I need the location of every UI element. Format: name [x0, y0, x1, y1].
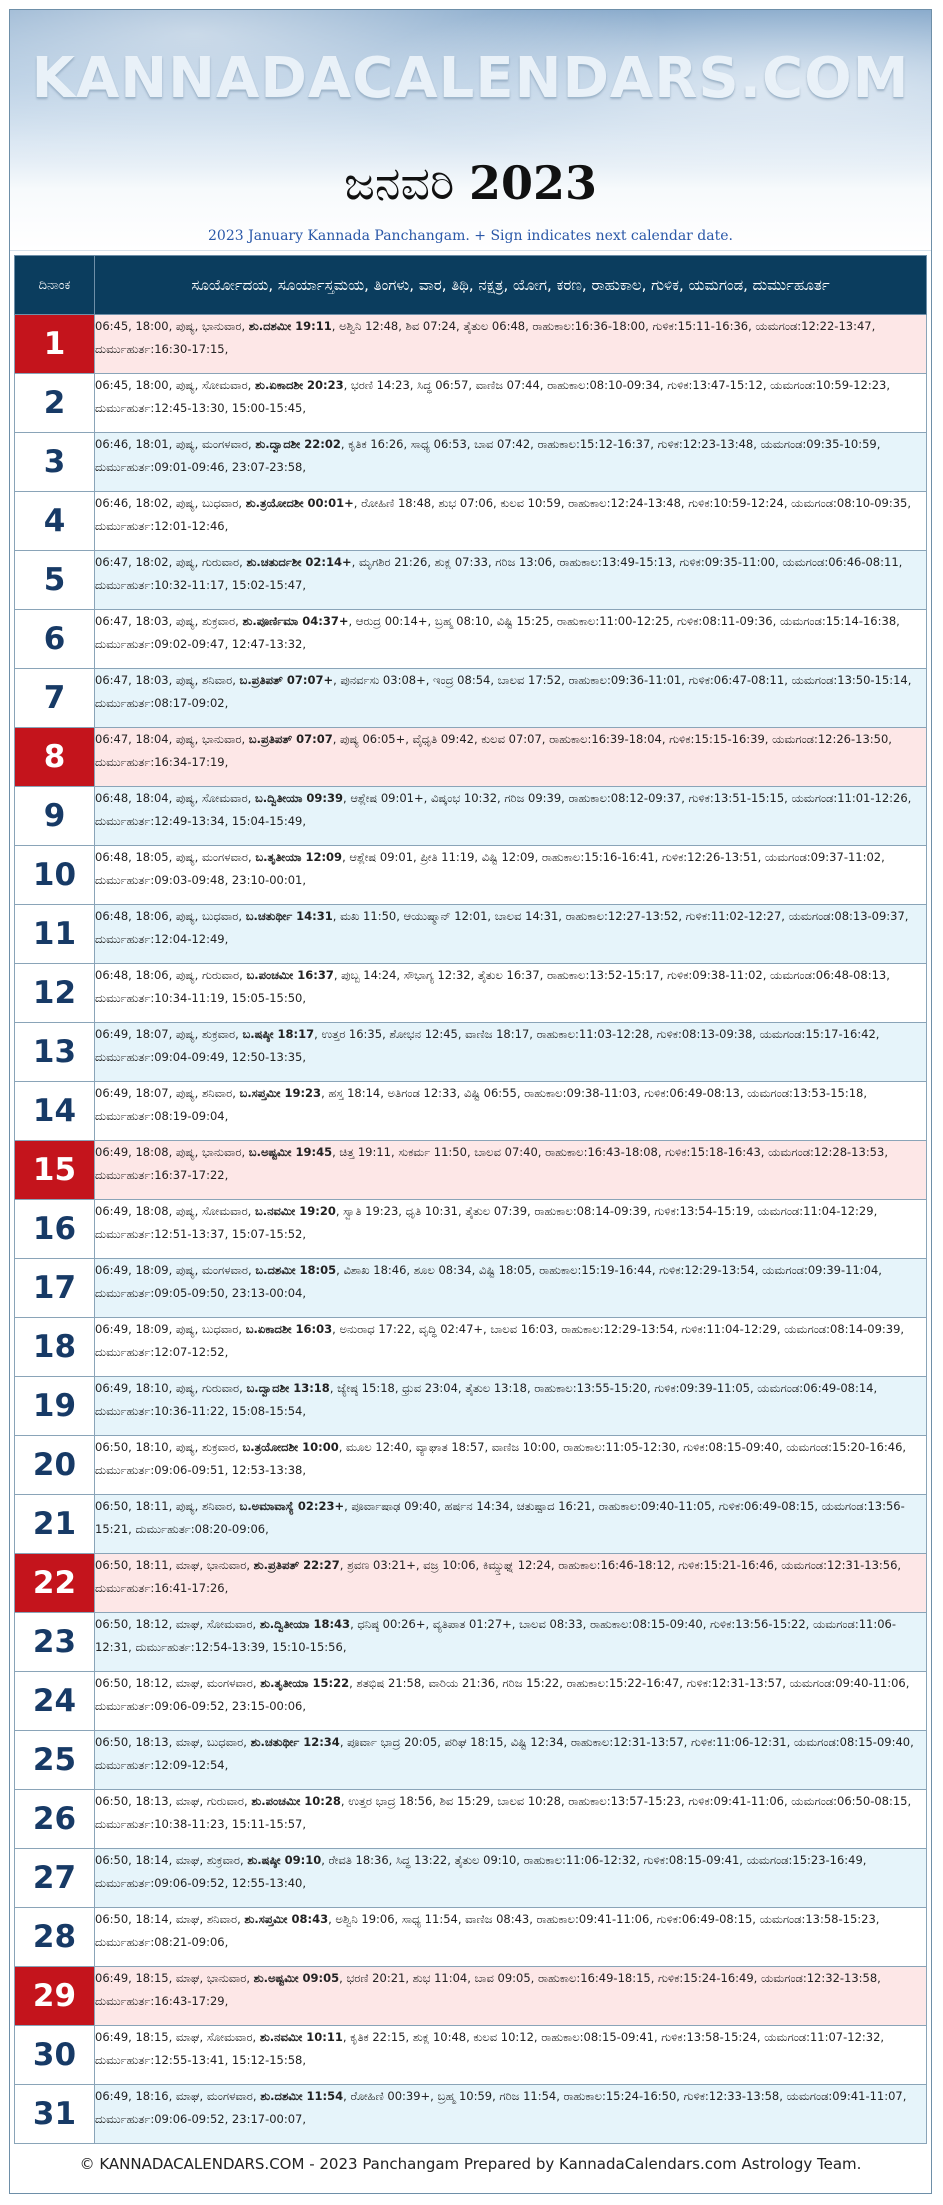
panchangam-details-cell — [95, 315, 927, 374]
panchangam-details-cell — [95, 2085, 927, 2144]
details-prefix: 06:50, 18:11, ಪುಷ್ಯ, ಶನಿವಾರ, — [95, 1499, 240, 1513]
month-name: ಜನವರಿ — [344, 156, 455, 210]
details-prefix: 06:48, 18:06, ಪುಷ್ಯ, ಗುರುವಾರ, — [95, 968, 247, 982]
tithi-text: ಬ.ನವಮೀ 19:20 — [254, 1204, 336, 1218]
panchangam-details-cell — [95, 1967, 927, 2026]
date-cell: 8 — [15, 728, 95, 787]
details-prefix: 06:45, 18:00, ಪುಷ್ಯ, ಭಾನುವಾರ, — [95, 319, 249, 333]
tithi-text: ಶು.ದಶಮೀ 11:54 — [260, 2089, 344, 2103]
tithi-text: ಶು.ಅಷ್ಟಮೀ 09:05 — [253, 1971, 340, 1985]
table-row — [15, 1790, 927, 1849]
details-suffix: , ರೋಹಿಣಿ 18:48, ಶುಭ 07:06, ಕುಲವ 10:59, ರಾಹುಕಾಲ:12:24-13:48, ಗುಳಿಕ:10:59-12:24, ಯಮಗಂಡ:08:10-09:35, ದುರ್ಮುಹುರ್ತ:12:01-12:46, — [95, 496, 911, 533]
tithi-text: ಶು.ಏಕಾದಶೀ 20:23 — [254, 378, 344, 392]
tithi-text: ಶು.ಪಂಚಮೀ 10:28 — [251, 1794, 341, 1808]
details-prefix: 06:50, 18:13, ಮಾಘ, ಗುರುವಾರ, — [95, 1794, 252, 1808]
details-suffix: , ಭರಣಿ 14:23, ಸಿದ್ಧ 06:57, ವಾಣಿಜ 07:44, ರಾಹುಕಾಲ:08:10-09:34, ಗುಳಿಕ:13:47-15:12, ಯಮಗಂಡ:10:59-12:23, ದುರ್ಮುಹುರ್ತ:12:45-13:30, 15:00-15:45, — [95, 378, 890, 415]
table-row — [15, 1436, 927, 1495]
date-cell: 11 — [15, 905, 95, 964]
date-cell: 5 — [15, 551, 95, 610]
table-row — [15, 728, 927, 787]
table-row — [15, 669, 927, 728]
date-cell: 2 — [15, 374, 95, 433]
panchangam-details-cell — [95, 1259, 927, 1318]
table-row — [15, 1318, 927, 1377]
tithi-text: ಶು.ಪ್ರತಿಪತ್ 22:27 — [253, 1558, 340, 1572]
details-prefix: 06:49, 18:08, ಪುಷ್ಯ, ಭಾನುವಾರ, — [95, 1145, 249, 1159]
panchangam-details-cell — [95, 728, 927, 787]
date-cell: 7 — [15, 669, 95, 728]
site-logo[interactable]: KANNADACALENDARS.COM — [31, 46, 910, 111]
details-suffix: , ಆರುದ್ರ 00:14+, ಬ್ರಹ್ಮ 08:10, ವಿಷ್ಟಿ 15:25, ರಾಹುಕಾಲ:11:00-12:25, ಗುಳಿಕ:08:11-09:36, ಯಮಗಂಡ:15:14-16:38, ದುರ್ಮುಹುರ್ತ:09:02-09:47, 12:47-13:32, — [95, 614, 900, 651]
date-cell: 21 — [15, 1495, 95, 1554]
panchangam-details-cell — [95, 1908, 927, 1967]
details-prefix: 06:48, 18:05, ಪುಷ್ಯ, ಮಂಗಳವಾರ, — [95, 850, 256, 864]
tithi-text: ಶು.ತೃತೀಯಾ 15:22 — [260, 1676, 350, 1690]
tithi-text: ಬ.ತೃತೀಯಾ 12:09 — [255, 850, 343, 864]
panchangam-details-cell — [95, 1141, 927, 1200]
details-suffix: , ಉತ್ತರ 16:35, ಶೋಭನ 12:45, ವಾಣಿಜ 18:17, ರಾಹುಕಾಲ:11:03-12:28, ಗುಳಿಕ:08:13-09:38, ಯಮಗಂಡ:15:17-16:42, ದುರ್ಮುಹುರ್ತ:09:04-09:49, 12:50-13:35, — [95, 1027, 880, 1064]
table-row — [15, 1967, 927, 2026]
table-row — [15, 1023, 927, 1082]
table-row — [15, 1554, 927, 1613]
panchangam-details-cell — [95, 1790, 927, 1849]
tithi-text: ಶು.ದಶಮೀ 19:11 — [248, 319, 332, 333]
tithi-text: ಶು.ಸಪ್ತಮೀ 08:43 — [244, 1912, 329, 1926]
tithi-text: ಶು.ಚತುರ್ಥೀ 12:34 — [250, 1735, 340, 1749]
details-suffix: , ವಿಶಾಖ 18:46, ಶೂಲ 08:34, ವಿಷ್ಟಿ 18:05, ರಾಹುಕಾಲ:15:19-16:44, ಗುಳಿಕ:12:29-13:54, ಯಮಗಂಡ:09:39-11:04, ದುರ್ಮುಹುರ್ತ:09:05-09:50, 23:13-00:04, — [95, 1263, 882, 1300]
details-suffix: , ಪೂರ್ವಾ ಭಾದ್ರ 20:05, ಪರಿಘ 18:15, ವಿಷ್ಟಿ 12:34, ರಾಹುಕಾಲ:12:31-13:57, ಗುಳಿಕ:11:06-12:31, ಯಮಗಂಡ:08:15-09:40, ದುರ್ಮುಹುರ್ತ:12:09-12:54, — [95, 1735, 914, 1772]
details-suffix: , ಅಶ್ವಿನಿ 12:48, ಶಿವ 07:24, ತೈತುಲ 06:48, ರಾಹುಕಾಲ:16:36-18:00, ಗುಳಿಕ:15:11-16:36, ಯಮಗಂಡ:12:22-13:47, ದುರ್ಮುಹುರ್ತ:16:30-17:15, — [95, 319, 876, 356]
tithi-text: ಬ.ದಶಮೀ 18:05 — [255, 1263, 337, 1277]
table-row — [15, 492, 927, 551]
date-cell: 15 — [15, 1141, 95, 1200]
table-row — [15, 2085, 927, 2144]
panchangam-details-cell — [95, 905, 927, 964]
date-cell: 10 — [15, 846, 95, 905]
panchangam-details-cell — [95, 1377, 927, 1436]
tithi-text: ಶು.ತ್ರಯೋದಶೀ 00:01+ — [245, 496, 354, 510]
table-row — [15, 1613, 927, 1672]
details-prefix: 06:47, 18:04, ಪುಷ್ಯ, ಭಾನುವಾರ, — [95, 732, 249, 746]
panchangam-details-cell — [95, 846, 927, 905]
panchangam-details-cell — [95, 1672, 927, 1731]
banner — [10, 10, 931, 251]
details-prefix: 06:50, 18:14, ಮಾಘ, ಶನಿವಾರ, — [95, 1912, 245, 1926]
details-suffix: , ಭರಣಿ 20:21, ಶುಭ 11:04, ಬಾವ 09:05, ರಾಹುಕಾಲ:16:49-18:15, ಗುಳಿಕ:15:24-16:49, ಯಮಗಂಡ:12:32-13:58, ದುರ್ಮುಹುರ್ತ:16:43-17:29, — [95, 1971, 881, 2008]
details-prefix: 06:49, 18:07, ಪುಷ್ಯ, ಶುಕ್ರವಾರ, — [95, 1027, 243, 1041]
table-row — [15, 1377, 927, 1436]
date-cell: 24 — [15, 1672, 95, 1731]
details-prefix: 06:47, 18:03, ಪುಷ್ಯ, ಶುಕ್ರವಾರ, — [95, 614, 243, 628]
table-row — [15, 964, 927, 1023]
date-cell: 23 — [15, 1613, 95, 1672]
table-row — [15, 433, 927, 492]
date-cell: 19 — [15, 1377, 95, 1436]
tithi-text: ಬ.ಪಂಚಮೀ 16:37 — [246, 968, 334, 982]
date-cell: 3 — [15, 433, 95, 492]
table-row — [15, 1495, 927, 1554]
table-row — [15, 1731, 927, 1790]
date-cell: 26 — [15, 1790, 95, 1849]
details-suffix: , ಶ್ರವಣ 03:21+, ವಜ್ರ 10:06, ಕಿಮ್ಸ್ತುಘ್ನ 12:24, ರಾಹುಕಾಲ:16:46-18:12, ಗುಳಿಕ:15:21-16:46, ಯಮಗಂಡ:12:31-13:56, ದುರ್ಮುಹುರ್ತ:16:41-17:26, — [95, 1558, 902, 1595]
table-body — [15, 315, 927, 2144]
tithi-text: ಶು.ದ್ವಿತೀಯಾ 18:43 — [259, 1617, 351, 1631]
date-cell: 27 — [15, 1849, 95, 1908]
table-row — [15, 610, 927, 669]
panchangam-details-cell — [95, 1082, 927, 1141]
table-row — [15, 1200, 927, 1259]
details-suffix: , ರೋಹಿಣಿ 00:39+, ಬ್ರಹ್ಮ 10:59, ಗರಿಜ 11:54, ರಾಹುಕಾಲ:15:24-16:50, ಗುಳಿಕ:12:33-13:58, ಯಮಗಂಡ:09:41-11:07, ದುರ್ಮುಹುರ್ತ:09:06-09:52, 23:17-00:07, — [95, 2089, 907, 2126]
details-suffix: , ಆಶ್ಲೇಷ 09:01+, ವಿಷ್ಕಂಭ 10:32, ಗರಿಜ 09:39, ರಾಹುಕಾಲ:08:12-09:37, ಗುಳಿಕ:13:51-15:15, ಯಮಗಂಡ:11:01-12:26, ದುರ್ಮುಹುರ್ತ:12:49-13:34, 15:04-15:49, — [95, 791, 912, 828]
date-cell: 9 — [15, 787, 95, 846]
details-prefix: 06:48, 18:06, ಪುಷ್ಯ, ಬುಧವಾರ, — [95, 909, 246, 923]
details-suffix: , ಸ್ವಾತಿ 19:23, ಧೃತಿ 10:31, ತೈತುಲ 07:39, ರಾಹುಕಾಲ:08:14-09:39, ಗುಳಿಕ:13:54-15:19, ಯಮಗಂಡ:11:04-12:29, ದುರ್ಮುಹುರ್ತ:12:51-13:37, 15:07-15:52, — [95, 1204, 878, 1241]
panchangam-details-cell — [95, 1436, 927, 1495]
date-column-header: ದಿನಾಂಕ — [15, 256, 95, 315]
details-prefix: 06:50, 18:12, ಮಾಘ, ಸೋಮವಾರ, — [95, 1617, 260, 1631]
panchangam-details-cell — [95, 610, 927, 669]
table-row — [15, 1082, 927, 1141]
details-suffix: , ಧನಿಷ್ಠ 00:26+, ವ್ಯತಿಪಾತ 01:27+, ಬಾಲವ 08:33, ರಾಹುಕಾಲ:08:15-09:40, ಗುಳಿಕ:13:56-15:22, ಯಮಗಂಡ:11:06-12:31, ದುರ್ಮುಹುರ್ತ:12:54-13:39, 15:10-15:56, — [95, 1617, 897, 1654]
details-prefix: 06:46, 18:02, ಪುಷ್ಯ, ಬುಧವಾರ, — [95, 496, 246, 510]
year: 2023 — [468, 156, 597, 210]
date-cell: 30 — [15, 2026, 95, 2085]
details-prefix: 06:50, 18:12, ಮಾಘ, ಮಂಗಳವಾರ, — [95, 1676, 261, 1690]
tithi-text: ಶು.ನವಮೀ 10:11 — [259, 2030, 343, 2044]
panchangam-details-cell — [95, 433, 927, 492]
tithi-text: ಶು.ಷಷ್ಠೀ 09:10 — [247, 1853, 322, 1867]
tithi-text: ಬ.ಅಷ್ಟಮೀ 19:45 — [248, 1145, 333, 1159]
date-cell: 17 — [15, 1259, 95, 1318]
tithi-text: ಬ.ಷಷ್ಠೀ 18:17 — [242, 1027, 315, 1041]
details-suffix: , ಪುಷ್ಯ 06:05+, ವೈಧೃತಿ 09:42, ಕುಲವ 07:07, ರಾಹುಕಾಲ:16:39-18:04, ಗುಳಿಕ:15:15-16:39, ಯಮಗಂಡ:12:26-13:50, ದುರ್ಮುಹುರ್ತ:16:34-17:19, — [95, 732, 892, 769]
panchangam-details-cell — [95, 374, 927, 433]
details-prefix: 06:50, 18:14, ಮಾಘ, ಶುಕ್ರವಾರ, — [95, 1853, 248, 1867]
table-row — [15, 905, 927, 964]
table-row — [15, 1259, 927, 1318]
table-row — [15, 787, 927, 846]
details-suffix: , ಮೃಗಶಿರ 21:26, ಶುಕ್ಲ 07:33, ಗರಿಜ 13:06, ರಾಹುಕಾಲ:13:49-15:13, ಗುಳಿಕ:09:35-11:00, ಯಮಗಂಡ:06:46-08:11, ದುರ್ಮುಹುರ್ತ:10:32-11:17, 15:02-15:47, — [95, 555, 903, 592]
details-suffix: , ಜ್ಯೇಷ್ಠ 15:18, ಧ್ರುವ 23:04, ತೈತುಲ 13:18, ರಾಹುಕಾಲ:13:55-15:20, ಗುಳಿಕ:09:39-11:05, ಯಮಗಂಡ:06:49-08:14, ದುರ್ಮುಹುರ್ತ:10:36-11:22, 15:08-15:54, — [95, 1381, 878, 1418]
date-cell: 25 — [15, 1731, 95, 1790]
panchangam-details-cell — [95, 1554, 927, 1613]
details-suffix: , ಮಖ 11:50, ಆಯುಷ್ಮಾನ್ 12:01, ಬಾಲವ 14:31, ರಾಹುಕಾಲ:12:27-13:52, ಗುಳಿಕ:11:02-12:27, ಯಮಗಂಡ:08:13-09:37, ದುರ್ಮುಹುರ್ತ:12:04-12:49, — [95, 909, 909, 946]
panchangam-details-cell — [95, 492, 927, 551]
panchangam-details-cell — [95, 2026, 927, 2085]
details-suffix: , ಕೃತಿಕ 22:15, ಶುಕ್ಲ 10:48, ಕುಲವ 10:12, ರಾಹುಕಾಲ:08:15-09:41, ಗುಳಿಕ:13:58-15:24, ಯಮಗಂಡ:11:07-12:32, ದುರ್ಮುಹುರ್ತ:12:55-13:41, 15:12-15:58, — [95, 2030, 885, 2067]
panchangam-details-cell — [95, 1849, 927, 1908]
tithi-text: ಶು.ಪೂರ್ಣಿಮಾ 04:37+ — [242, 614, 349, 628]
details-suffix: , ಅಶ್ವಿನಿ 19:06, ಸಾಧ್ಯ 11:54, ವಾಣಿಜ 08:43, ರಾಹುಕಾಲ:09:41-11:06, ಗುಳಿಕ:06:49-08:15, ಯಮಗಂಡ:13:58-15:23, ದುರ್ಮುಹುರ್ತ:08:21-09:06, — [95, 1912, 880, 1949]
details-suffix: , ಪೂರ್ವಾಷಾಢ 09:40, ಹರ್ಷನ 14:34, ಚತುಷ್ಪಾದ 16:21, ರಾಹುಕಾಲ:09:40-11:05, ಗುಳಿಕ:06:49-08:15, ಯಮಗಂಡ:13:56-15:21, ದುರ್ಮುಹುರ್ತ:08:20-09:06, — [95, 1499, 905, 1536]
details-prefix: 06:49, 18:10, ಪುಷ್ಯ, ಗುರುವಾರ, — [95, 1381, 247, 1395]
panchangam-details-cell — [95, 1495, 927, 1554]
panchangam-table — [14, 255, 927, 2144]
details-suffix: , ಅನುರಾಧ 17:22, ವೃದ್ಧಿ 02:47+, ಬಾಲವ 16:03, ರಾಹುಕಾಲ:12:29-13:54, ಗುಳಿಕ:11:04-12:29, ಯಮಗಂಡ:08:14-09:39, ದುರ್ಮುಹುರ್ತ:12:07-12:52, — [95, 1322, 905, 1359]
details-prefix: 06:49, 18:08, ಪುಷ್ಯ, ಸೋಮವಾರ, — [95, 1204, 255, 1218]
table-header-row — [15, 256, 927, 315]
table-row — [15, 374, 927, 433]
details-column-header: ಸೂರ್ಯೋದಯ, ಸೂರ್ಯಾಸ್ತಮಯ, ತಿಂಗಳು, ವಾರ, ತಿಥಿ, ನಕ್ಷತ್ರ, ಯೋಗ, ಕರಣ, ರಾಹುಕಾಲ, ಗುಳಿಕ, ಯಮಗಂಡ, ದುರ್ಮುಹೂರ್ತ — [95, 256, 927, 315]
date-cell: 16 — [15, 1200, 95, 1259]
table-row — [15, 1141, 927, 1200]
details-prefix: 06:48, 18:04, ಪುಷ್ಯ, ಸೋಮವಾರ, — [95, 791, 255, 805]
details-prefix: 06:50, 18:11, ಮಾಘ, ಭಾನುವಾರ, — [95, 1558, 254, 1572]
details-prefix: 06:49, 18:16, ಮಾಘ, ಮಂಗಳವಾರ, — [95, 2089, 261, 2103]
details-prefix: 06:47, 18:03, ಪುಷ್ಯ, ಶನಿವಾರ, — [95, 673, 240, 687]
panchangam-details-cell — [95, 669, 927, 728]
details-suffix: , ರೇವತಿ 18:36, ಸಿದ್ಧ 13:22, ತೈತುಲ 09:10, ರಾಹುಕಾಲ:11:06-12:32, ಗುಳಿಕ:08:15-09:41, ಯಮಗಂಡ:15:23-16:49, ದುರ್ಮುಹುರ್ತ:09:06-09:52, 12:55-13:40, — [95, 1853, 867, 1890]
tithi-text: ಬ.ಪ್ರತಿಪತ್ 07:07+ — [239, 673, 334, 687]
details-suffix: , ಹಸ್ತ 18:14, ಅತಿಗಂಡ 12:33, ವಿಷ್ಟಿ 06:55, ರಾಹುಕಾಲ:09:38-11:03, ಗುಳಿಕ:06:49-08:13, ಯಮಗಂಡ:13:53-15:18, ದುರ್ಮುಹುರ್ತ:08:19-09:04, — [95, 1086, 867, 1123]
date-cell: 28 — [15, 1908, 95, 1967]
date-cell: 4 — [15, 492, 95, 551]
details-prefix: 06:50, 18:13, ಮಾಘ, ಬುಧವಾರ, — [95, 1735, 251, 1749]
panchangam-details-cell — [95, 551, 927, 610]
panchangam-details-cell — [95, 964, 927, 1023]
tithi-text: ಶು.ಚತುರ್ದಶೀ 02:14+ — [246, 555, 352, 569]
details-suffix: , ಕೃತಿಕ 16:26, ಸಾಧ್ಯ 06:53, ಬಾವ 07:42, ರಾಹುಕಾಲ:15:12-16:37, ಗುಳಿಕ:12:23-13:48, ಯಮಗಂಡ:09:35-10:59, ದುರ್ಮುಹುರ್ತ:09:01-09:46, 23:07-23:58, — [95, 437, 881, 474]
page-frame — [9, 9, 932, 2194]
details-suffix: , ಚಿತ್ತ 19:11, ಸುಕರ್ಮ 11:50, ಬಾಲವ 07:40, ರಾಹುಕಾಲ:16:43-18:08, ಗುಳಿಕ:15:18-16:43, ಯಮಗಂಡ:12:28-13:53, ದುರ್ಮುಹುರ್ತ:16:37-17:22, — [95, 1145, 888, 1182]
date-cell: 14 — [15, 1082, 95, 1141]
footer-copyright: © KANNADACALENDARS.COM - 2023 Panchangam Prepared by KannadaCalendars.com Astrology Team. — [79, 2155, 862, 2173]
table-row — [15, 846, 927, 905]
date-cell: 6 — [15, 610, 95, 669]
date-cell: 20 — [15, 1436, 95, 1495]
tithi-text: ಬ.ತ್ರಯೋದಶೀ 10:00 — [242, 1440, 339, 1454]
details-prefix: 06:49, 18:09, ಪುಷ್ಯ, ಬುಧವಾರ, — [95, 1322, 246, 1336]
details-suffix: , ಪುನರ್ವಸು 03:08+, ಇಂದ್ರ 08:54, ಬಾಲವ 17:52, ರಾಹುಕಾಲ:09:36-11:01, ಗುಳಿಕ:06:47-08:11, ಯಮಗಂಡ:13:50-15:14, ದುರ್ಮುಹುರ್ತ:08:17-09:02, — [95, 673, 912, 710]
details-suffix: , ಮೂಲ 12:40, ವ್ಯಾಘಾತ 18:57, ವಾಣಿಜ 10:00, ರಾಹುಕಾಲ:11:05-12:30, ಗುಳಿಕ:08:15-09:40, ಯಮಗಂಡ:15:20-16:46, ದುರ್ಮುಹುರ್ತ:09:06-09:51, 12:53-13:38, — [95, 1440, 907, 1477]
date-cell: 22 — [15, 1554, 95, 1613]
tithi-text: ಬ.ದ್ವಿತೀಯಾ 09:39 — [254, 791, 344, 805]
tithi-text: ಬ.ಚತುರ್ಥೀ 14:31 — [245, 909, 333, 923]
tithi-text: ಬ.ಪ್ರತಿಪತ್ 07:07 — [248, 732, 333, 746]
details-prefix: 06:50, 18:10, ಪುಷ್ಯ, ಶುಕ್ರವಾರ, — [95, 1440, 243, 1454]
tithi-text: ಬ.ಅಮಾವಾಸ್ಯೆ 02:23+ — [239, 1499, 345, 1513]
details-prefix: 06:49, 18:15, ಮಾಘ, ಸೋಮವಾರ, — [95, 2030, 260, 2044]
details-prefix: 06:45, 18:00, ಪುಷ್ಯ, ಸೋಮವಾರ, — [95, 378, 255, 392]
table-row — [15, 1849, 927, 1908]
panchangam-details-cell — [95, 1200, 927, 1259]
date-cell: 12 — [15, 964, 95, 1023]
details-prefix: 06:47, 18:02, ಪುಷ್ಯ, ಗುರುವಾರ, — [95, 555, 247, 569]
tithi-text: ಬ.ಸಪ್ತಮೀ 19:23 — [239, 1086, 322, 1100]
details-suffix: , ಶತಭಿಷ 21:58, ವಾರಿಯ 21:36, ಗರಿಜ 15:22, ರಾಹುಕಾಲ:15:22-16:47, ಗುಳಿಕ:12:31-13:57, ಯಮಗಂಡ:09:40-11:06, ದುರ್ಮುಹುರ್ತ:09:06-09:52, 23:15-00:06, — [95, 1676, 910, 1713]
details-prefix: 06:49, 18:07, ಪುಷ್ಯ, ಶನಿವಾರ, — [95, 1086, 240, 1100]
panchangam-details-cell — [95, 1023, 927, 1082]
details-suffix: , ಉತ್ತರ ಭಾದ್ರ 18:56, ಶಿವ 15:29, ಬಾಲವ 10:28, ರಾಹುಕಾಲ:13:57-15:23, ಗುಳಿಕ:09:41-11:06, ಯಮಗಂಡ:06:50-08:15, ದುರ್ಮುಹುರ್ತ:10:38-11:23, 15:11-15:57, — [95, 1794, 912, 1831]
panchangam-details-cell — [95, 1318, 927, 1377]
date-cell: 1 — [15, 315, 95, 374]
date-cell: 18 — [15, 1318, 95, 1377]
tithi-text: ಬ.ಏಕಾದಶೀ 16:03 — [245, 1322, 333, 1336]
table-row — [15, 315, 927, 374]
details-prefix: 06:49, 18:09, ಪುಷ್ಯ, ಮಂಗಳವಾರ, — [95, 1263, 256, 1277]
details-suffix: , ಪುಬ್ಬ 14:24, ಸೌಭಾಗ್ಯ 12:32, ತೈತುಲ 16:37, ರಾಹುಕಾಲ:13:52-15:17, ಗುಳಿಕ:09:38-11:02, ಯಮಗಂಡ:06:48-08:13, ದುರ್ಮುಹುರ್ತ:10:34-11:19, 15:05-15:50, — [95, 968, 890, 1005]
details-prefix: 06:49, 18:15, ಮಾಘ, ಭಾನುವಾರ, — [95, 1971, 254, 1985]
panchangam-details-cell — [95, 787, 927, 846]
details-suffix: , ಆಶ್ಲೇಷ 09:01, ಪ್ರೀತಿ 11:19, ವಿಷ್ಟಿ 12:09, ರಾಹುಕಾಲ:15:16-16:41, ಗುಳಿಕ:12:26-13:51, ಯಮಗಂಡ:09:37-11:02, ದುರ್ಮುಹುರ್ತ:09:03-09:48, 23:10-00:01, — [95, 850, 885, 887]
table-row — [15, 2026, 927, 2085]
table-row — [15, 551, 927, 610]
table-row — [15, 1672, 927, 1731]
date-cell: 29 — [15, 1967, 95, 2026]
date-cell: 31 — [15, 2085, 95, 2144]
date-cell: 13 — [15, 1023, 95, 1082]
tithi-text: ಬ.ದ್ವಾದಶೀ 13:18 — [246, 1381, 330, 1395]
panchangam-details-cell — [95, 1731, 927, 1790]
details-prefix: 06:46, 18:01, ಪುಷ್ಯ, ಮಂಗಳವಾರ, — [95, 437, 256, 451]
tithi-text: ಶು.ದ್ವಾದಶೀ 22:02 — [255, 437, 341, 451]
subtitle: 2023 January Kannada Panchangam. + Sign indicates next calendar date. — [208, 228, 733, 244]
page-title — [10, 156, 931, 212]
table-row — [15, 1908, 927, 1967]
panchangam-details-cell — [95, 1613, 927, 1672]
